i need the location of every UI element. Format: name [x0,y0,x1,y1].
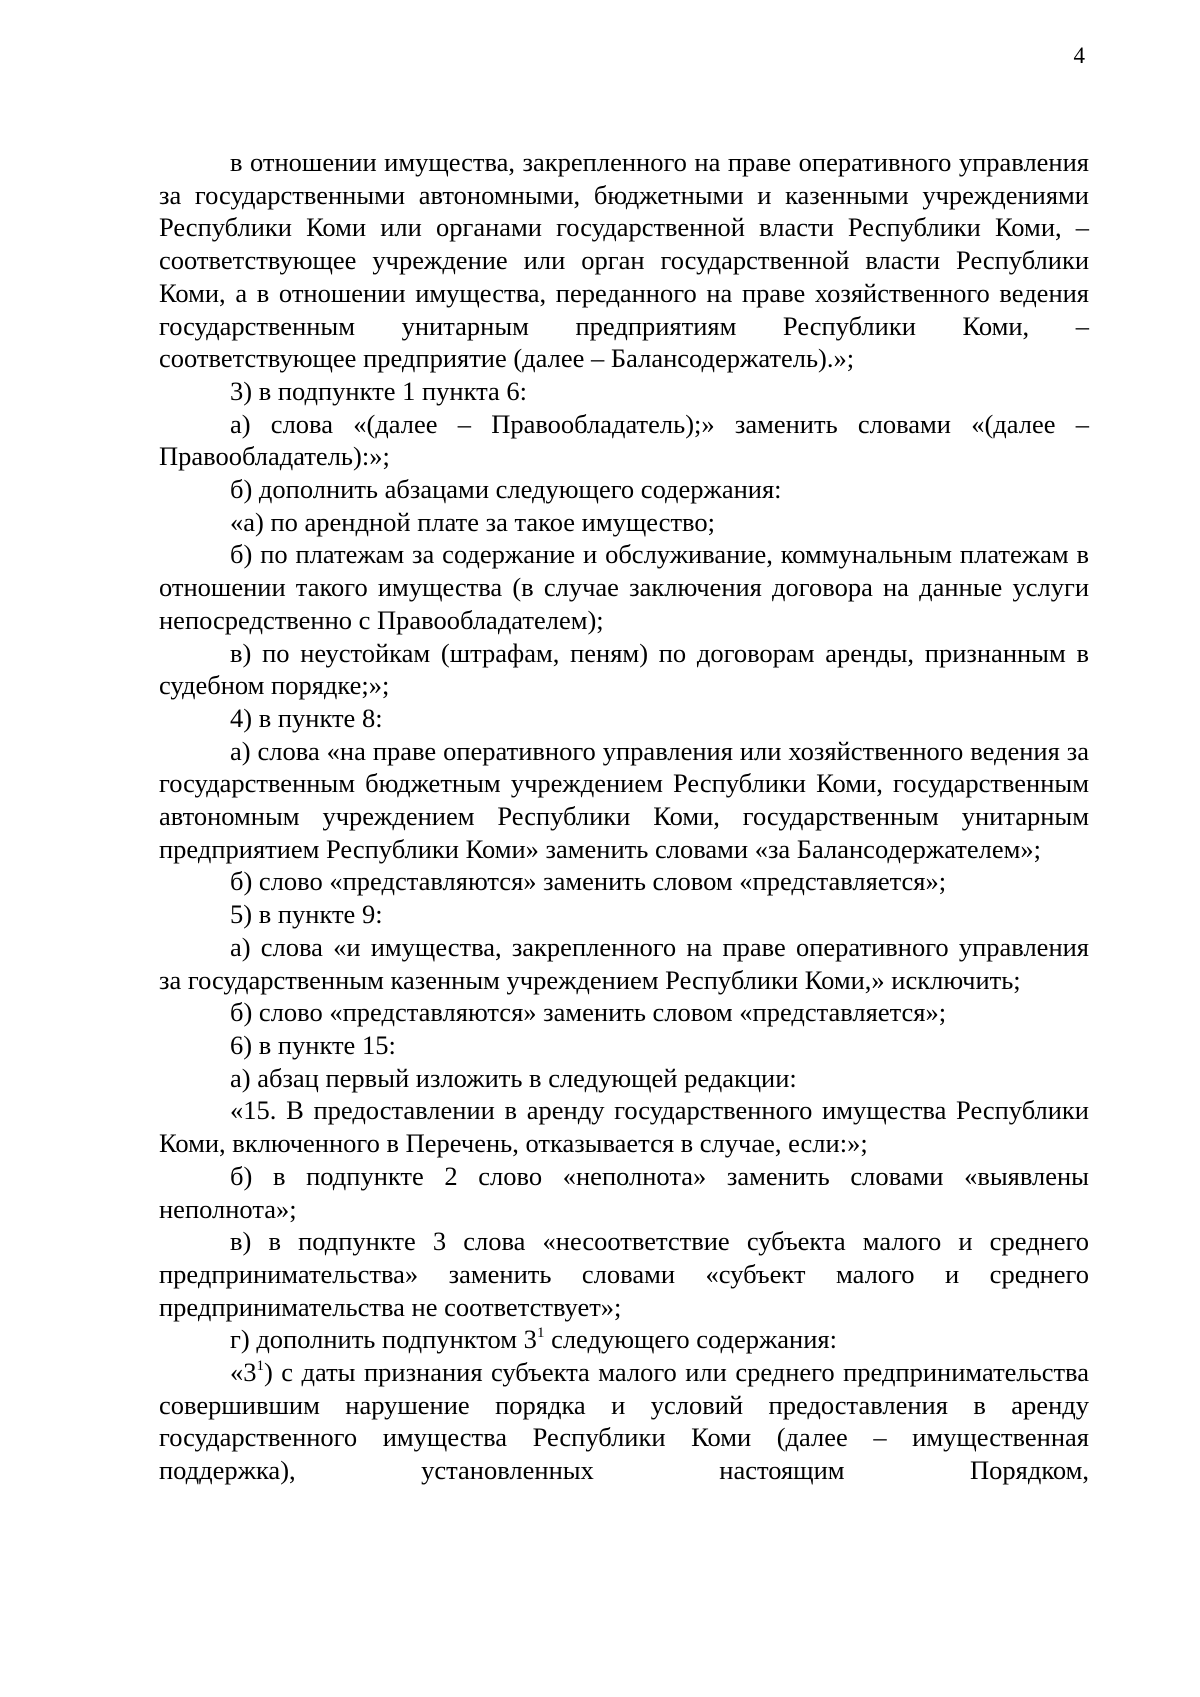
paragraph-item-5b: б) слово «представляются» заменить словом «представляется»; [230,997,947,1028]
paragraph-clause-15: «15. В предоставлении в аренду государственного имущества Республики Коми, включенного в Перечень, отказывается в случае, если:»; [159,1095,1089,1159]
document-body [159,146,1089,1487]
paragraph-rent-b: б) по платежам за содержание и обслуживание, коммунальным платежам в отношении такого имущества (в случае заключения договора на данные услуги непосредственно с Правообладателем); [159,539,1089,635]
paragraph-item-6v: в) в подпункте 3 слова «несоответствие субъекта малого и среднего предпринимательства» заменить словами «субъект малого и среднего предпринимательства не соответствует»; [159,1226,1089,1322]
paragraph-item-4a: а) слова «на праве оперативного управления или хозяйственного ведения за государственным бюджетным учреждением Республики Коми, государственным автономным учреждением Республики Коми, государственным унитарным предприятием Республики Коми» заменить словами «за Балансодержателем»; [159,735,1089,864]
paragraph-item-4b: б) слово «представляются» заменить словом «представляется»; [230,866,947,897]
superscript-1: 1 [536,1325,545,1342]
paragraph-item-6g [159,1323,1089,1356]
paragraph-item-6a: а) абзац первый изложить в следующей редакции: [230,1062,797,1093]
paragraph-subitem-3-1-text: ) с даты признания субъекта малого или среднего предпринимательства совершившим нарушение порядка и условий предоставления в аренду государственного имущества Республики Коми (далее – имущественная поддержка), установленных настоящим Порядком, [159,1357,1089,1486]
paragraph-item-6b: б) в подпункте 2 слово «неполнота» заменить словами «выявлены неполнота»; [159,1160,1089,1224]
paragraph-rent-v: в) по неустойкам (штрафам, пеням) по договорам аренды, признанным в судебном порядке;»; [159,637,1089,701]
paragraph-subitem-3-1 [159,1356,1089,1487]
paragraph-item-6g-text: г) дополнить подпунктом 3 [230,1324,537,1355]
paragraph-item-3b: б) дополнить абзацами следующего содержания: [230,474,782,505]
paragraph-item-3a: а) слова «(далее – Правообладатель);» заменить словами «(далее – Правообладатель):»; [159,408,1089,472]
paragraph-item-5a: а) слова «и имущества, закрепленного на праве оперативного управления за государственным казенным учреждением Республики Коми,» исключить; [159,931,1089,995]
paragraph-item-3: 3) в подпункте 1 пункта 6: [230,375,528,406]
paragraph-item-4: 4) в пункте 8: [230,702,383,733]
page-number: 4 [1073,43,1085,68]
paragraph-item-5: 5) в пункте 9: [230,899,383,930]
paragraph-rent-a: «а) по арендной плате за такое имущество; [230,506,715,537]
paragraph-subitem-3-1-open: «3 [230,1357,257,1388]
paragraph-item-6: 6) в пункте 15: [230,1029,396,1060]
superscript-1: 1 [256,1358,264,1375]
paragraph-balance-holder: в отношении имущества, закрепленного на праве оперативного управления за государственными автономными, бюджетными и казенными учреждениями Республики Коми или органами государственной власти Республики Коми, – соответствующее учреждение или орган государственной власти Республики Коми, а в отношении имущества, переданного на праве хозяйственного ведения государственным унитарным предприятиям Республики Коми, – соответствующее предприятие (далее – Балансодержатель).»; [159,147,1089,374]
paragraph-item-6g-tail: следующего содержания: [544,1324,837,1355]
